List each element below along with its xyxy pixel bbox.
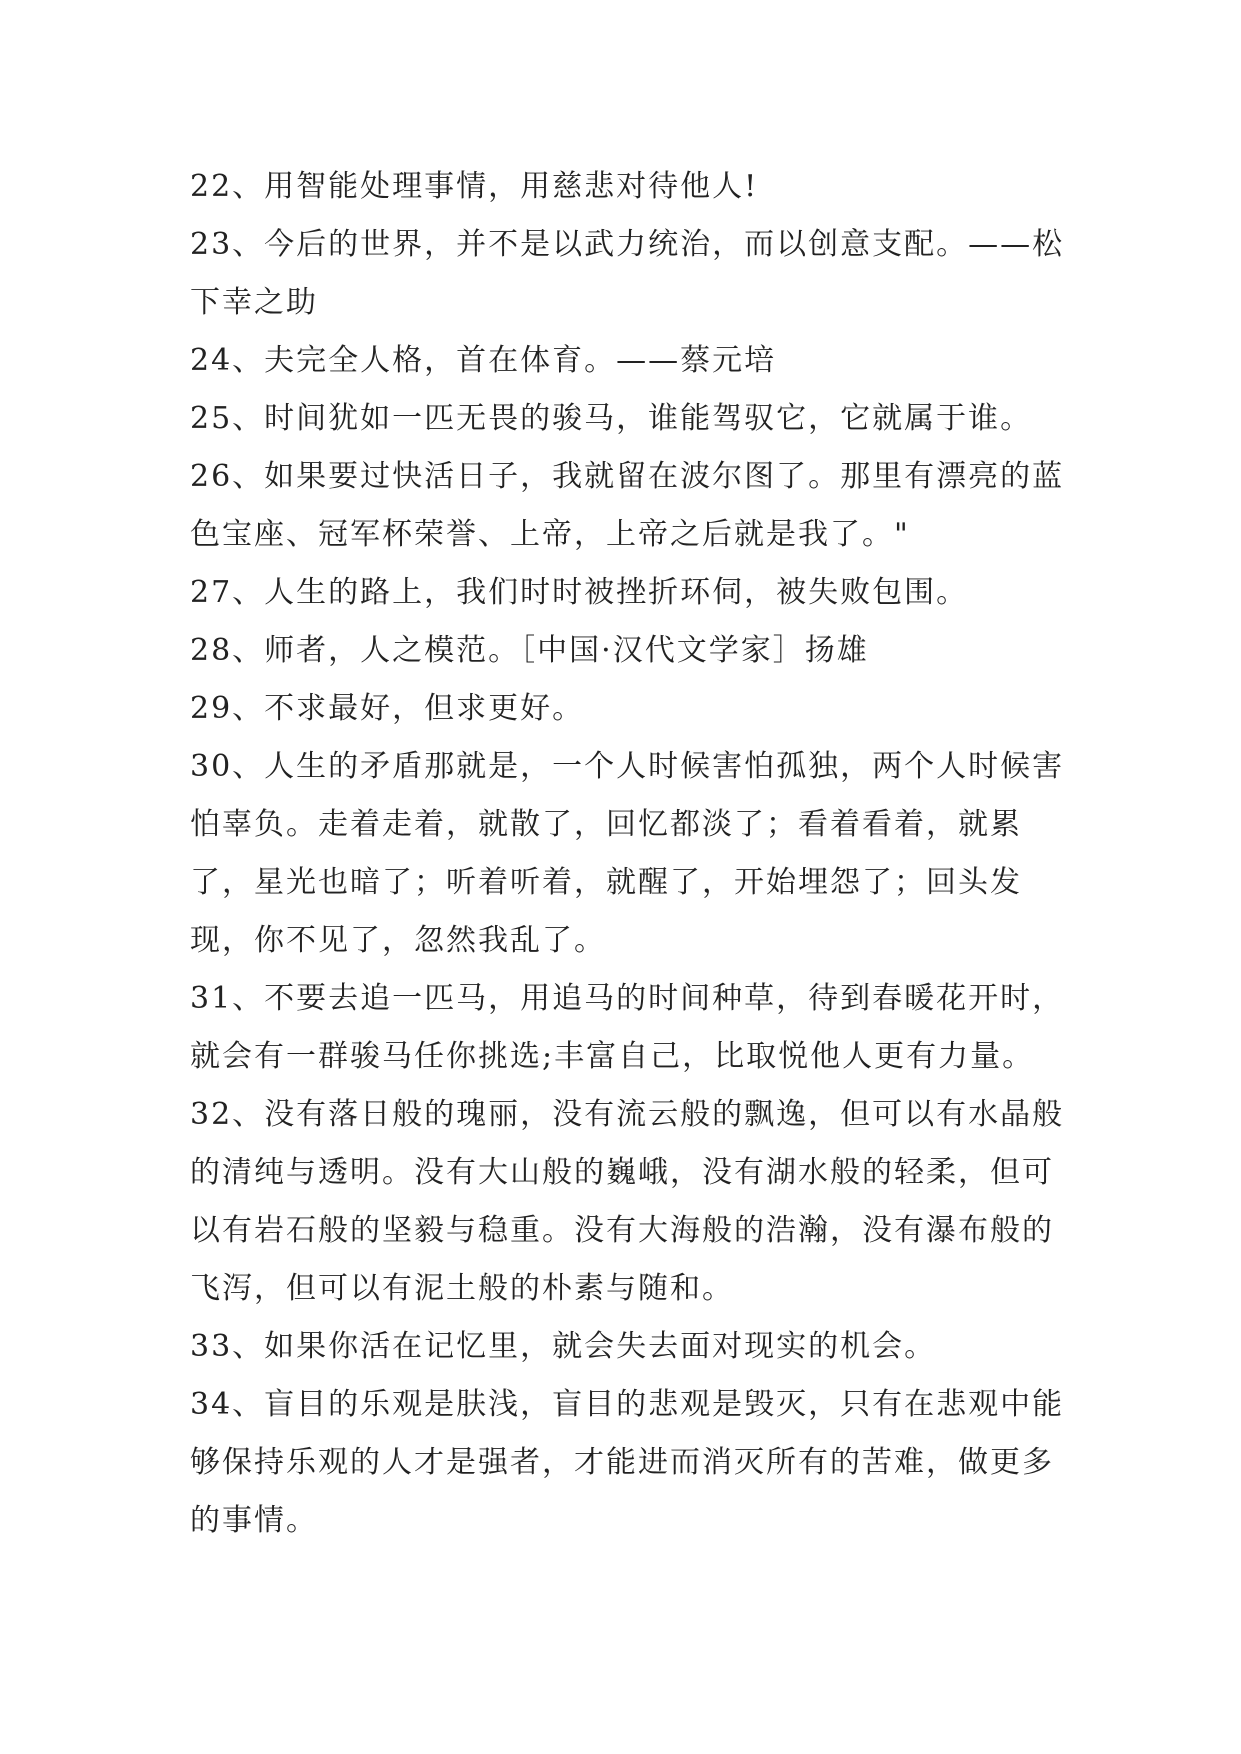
quote-23: 23、今后的世界，并不是以武力统治，而以创意支配。——松下幸之助 [190, 227, 1065, 320]
quote-30: 30、人生的矛盾那就是，一个人时候害怕孤独，两个人时候害怕辜负。走着走着，就散了，回忆都淡了；看着看着，就累了，星光也暗了；听着听着，就醒了，开始埋怨了；回头发现，你不见了，忽然我乱了。 [190, 749, 1065, 958]
quote-28: 28、师者，人之模范。［中国·汉代文学家］扬雄 [190, 633, 869, 668]
quote-32: 32、没有落日般的瑰丽，没有流云般的飘逸，但可以有水晶般的清纯与透明。没有大山般的巍峨，没有湖水般的轻柔，但可以有岩石般的坚毅与稳重。没有大海般的浩瀚，没有瀑布般的飞泻，但可以有泥土般的朴素与随和。 [190, 1097, 1065, 1306]
quote-34: 34、盲目的乐观是肤浅，盲目的悲观是毁灭，只有在悲观中能够保持乐观的人才是强者，才能进而消灭所有的苦难，做更多的事情。 [190, 1387, 1065, 1538]
quote-27: 27、人生的路上，我们时时被挫折环伺，被失败包围。 [190, 575, 969, 610]
quote-33: 33、如果你活在记忆里，就会失去面对现实的机会。 [190, 1329, 937, 1364]
quote-26: 26、如果要过快活日子，我就留在波尔图了。那里有漂亮的蓝色宝座、冠军杯荣誉、上帝，上帝之后就是我了。" [190, 459, 1065, 552]
quote-list [190, 158, 1070, 1550]
quote-24: 24、夫完全人格，首在体育。——蔡元培 [190, 343, 777, 378]
quote-22: 22、用智能处理事情，用慈悲对待他人! [190, 169, 759, 204]
quote-31: 31、不要去追一匹马，用追马的时间种草，待到春暖花开时，就会有一群骏马任你挑选;丰富自己，比取悦他人更有力量。 [190, 981, 1065, 1074]
quote-29: 29、不求最好，但求更好。 [190, 691, 585, 726]
quote-25: 25、时间犹如一匹无畏的骏马，谁能驾驭它，它就属于谁。 [190, 401, 1033, 436]
